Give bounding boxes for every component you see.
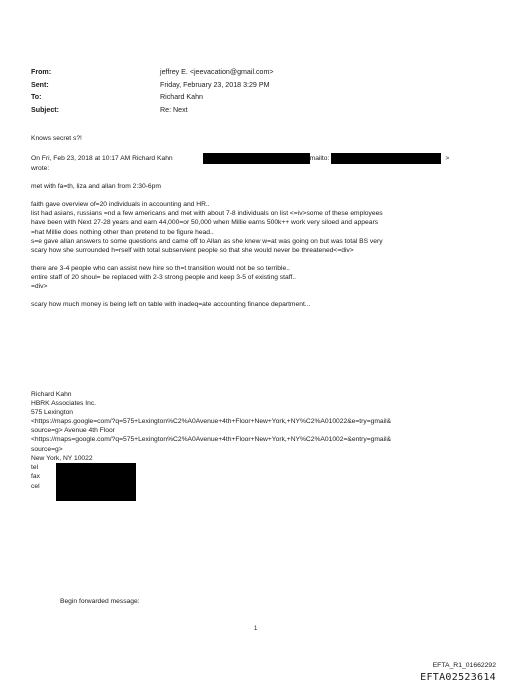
para1-line: list had asians, russians =nd a few americans and met with about 7-8 individuals on list <=iv>some of these employees [31,210,383,218]
tel-label: tel [31,463,39,471]
signature-block [31,390,491,501]
met-line: met with fa=th, liza and allan from 2:30-6pm [31,183,161,191]
from-value: jeffrey E. <jeevacation@gmail.com> [160,68,274,76]
reply-line: Knows secret s?! [31,135,82,142]
signature-line: Richard Kahn [31,391,72,398]
para1-line: =hat Millie does nothing other than pretend to be figure head.. [31,228,214,236]
signature-line: HBRK Associates Inc. [31,400,97,408]
forwarded-message-label: Begin forwarded message: [60,598,140,605]
signature-line: source=g> Avenue 4th Floor [31,427,115,435]
contact-block [31,463,491,501]
bates-number-secondary: EFTA02523614 [420,672,496,683]
para3: scary how much money is being left on table with inadeq=ate accounting finance department... [31,301,311,309]
para2-line: there are 3-4 people who can assist new hire so th=t transition would not be so terrible.. [31,264,290,272]
signature-line: <https://maps.google=com/?q=575+Lexington%C2%A0Avenue+4th+Floor+New+York,+NY%C2%A010022&e=try=gmail& [31,418,392,426]
to-value: Richard Kahn [160,93,203,101]
from-label: From: [31,68,52,76]
signature-line: <https://maps=google.com/?q=575+Lexington%C2%A0Avenue+4th+Floor+New+York,+NY%C2%A01002=&entry=gmail& [31,436,392,444]
para2-line: =div> [31,283,48,291]
fax-label: fax [31,473,40,481]
cel-label: cel [31,482,40,490]
page-number: 1 [254,626,258,632]
quote-intro-text: On Fri, Feb 23, 2018 at 10:17 AM Richard Kahn [31,155,173,163]
signature-line: New York, NY 10022 [31,454,93,462]
para1-line: s=e gave allan answers to some questions and came off to Allan as she knew w=at was going on but was total BS very [31,237,383,245]
subject-label: Subject: [31,105,59,114]
para2-line: entire staff of 20 shoul= be replaced with 2-3 strong people and keep 3-5 of existing staff.. [31,273,297,281]
to-row [31,91,274,104]
email-header [31,66,274,116]
redaction-box [56,463,136,501]
sent-label: Sent: [31,80,49,89]
quote-intro-end: > [445,155,450,163]
signature-line: 575 Lexington [31,409,74,417]
signature-line: source=g> [31,445,63,453]
subject-row [31,104,274,117]
quote-wrote: wrote: [31,165,50,173]
redaction-box [331,153,441,164]
quote-intro [31,153,486,164]
para1-line: scary how she surrounded h=rself with total subservient people so that she would never be threatened<=div> [31,246,354,254]
redaction-box [203,153,310,164]
sent-value: Friday, February 23, 2018 3:29 PM [160,80,270,89]
para1-line: faith gave overview of=20 individuals in accounting and HR.. [31,201,210,209]
from-row [31,66,274,79]
subject-value: Re: Next [160,105,188,114]
para1-line: have been with Next 27-28 years and earn 44,000=or 50,000 when Millie earns 500k++ work very siloed and appears [31,219,379,227]
sent-row [31,79,274,92]
bates-number-primary: EFTA_R1_01662292 [432,662,496,669]
email-body [31,134,486,309]
quote-intro-mailto: mailto: [309,155,330,163]
to-label: To: [31,93,42,101]
